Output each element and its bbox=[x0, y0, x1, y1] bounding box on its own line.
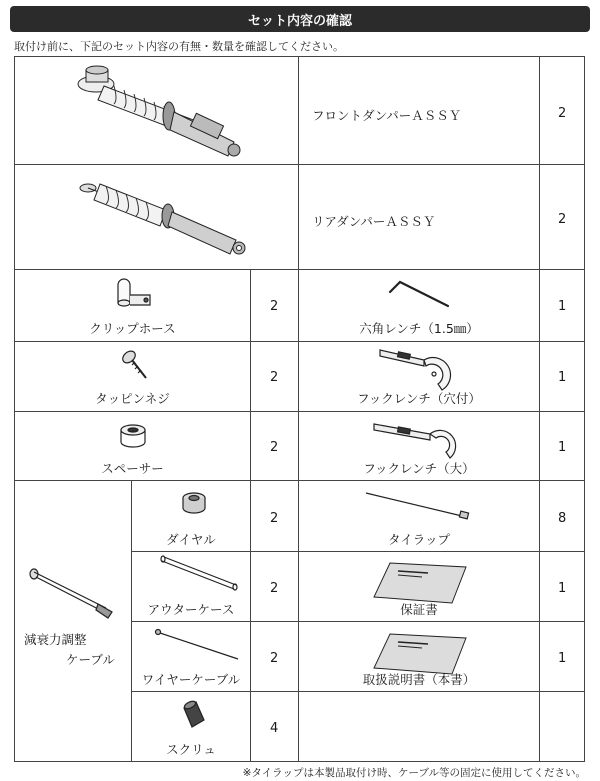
dial-label: ダイヤル bbox=[166, 532, 216, 547]
hook-wrench-large-qty: 1 bbox=[558, 440, 567, 455]
cable-tie-label: タイラップ bbox=[387, 532, 450, 547]
tapping-screw-label: タッピンネジ bbox=[95, 391, 170, 406]
hook-wrench-hole-qty: 1 bbox=[558, 370, 567, 385]
tapping-screw-icon bbox=[120, 348, 150, 382]
manual-label: 取扱説明書（本書） bbox=[362, 672, 476, 687]
cable-tie-icon bbox=[364, 490, 476, 520]
sleeve-qty: 4 bbox=[270, 721, 279, 736]
damping-cable-label-line2: ケーブル bbox=[66, 652, 115, 667]
hex-wrench-qty: 1 bbox=[558, 299, 567, 314]
clip-hose-icon bbox=[110, 277, 154, 311]
warranty-qty: 1 bbox=[558, 581, 567, 596]
contents-table bbox=[14, 56, 585, 762]
rear-damper-qty: 2 bbox=[558, 212, 567, 227]
dial-icon bbox=[180, 490, 208, 518]
spacer-qty: 2 bbox=[270, 440, 279, 455]
spacer-icon bbox=[118, 422, 148, 450]
warranty-label: 保証書 bbox=[400, 602, 438, 617]
outer-case-label: アウターケース bbox=[147, 602, 235, 617]
sleeve-icon bbox=[180, 700, 206, 730]
section-title: セット内容の確認 bbox=[247, 13, 352, 29]
rear-damper-illustration bbox=[76, 174, 251, 264]
front-damper-illustration bbox=[74, 64, 249, 159]
damping-cable-group-cell bbox=[14, 480, 132, 762]
hook-wrench-large-label: フックレンチ（大） bbox=[363, 461, 475, 476]
wire-cable-icon bbox=[154, 629, 242, 661]
hook-wrench-large-icon bbox=[372, 418, 468, 462]
sleeve-label: スクリュ bbox=[166, 742, 216, 757]
damping-cable-label-line1: 減衰力調整 bbox=[24, 632, 87, 647]
cable-tie-qty: 8 bbox=[558, 511, 567, 526]
outer-case-qty: 2 bbox=[270, 581, 279, 596]
front-damper-qty: 2 bbox=[558, 106, 567, 121]
footnote: ※タイラップは本製品取付け時、ケーブル等の固定に使用してください。 bbox=[242, 767, 586, 779]
wire-cable-label: ワイヤーケーブル bbox=[141, 672, 241, 687]
section-title-bar bbox=[10, 6, 590, 32]
outer-case-icon bbox=[158, 557, 240, 593]
tapping-screw-qty: 2 bbox=[270, 370, 279, 385]
damping-cable-icon bbox=[28, 568, 118, 618]
clip-hose-qty: 2 bbox=[270, 299, 279, 314]
wire-cable-qty: 2 bbox=[270, 651, 279, 666]
warranty-card-icon bbox=[372, 561, 468, 605]
rear-damper-label: リアダンパーＡＳＳＹ bbox=[312, 214, 436, 229]
dial-qty: 2 bbox=[270, 511, 279, 526]
front-damper-label: フロントダンパーＡＳＳＹ bbox=[312, 108, 462, 123]
empty-cell bbox=[298, 691, 540, 762]
hex-wrench-label: 六角レンチ（1.5㎜） bbox=[359, 321, 479, 336]
empty-qty-cell bbox=[539, 691, 585, 762]
clip-hose-label: クリップホース bbox=[89, 321, 176, 336]
spacer-label: スペーサー bbox=[101, 461, 164, 476]
manual-qty: 1 bbox=[558, 651, 567, 666]
intro-text: 取付け前に、下記のセット内容の有無・数量を確認してください。 bbox=[14, 40, 344, 53]
hex-wrench-icon bbox=[386, 278, 458, 312]
hook-wrench-hole-label: フックレンチ（穴付） bbox=[357, 391, 481, 406]
hook-wrench-hole-icon bbox=[378, 346, 458, 394]
